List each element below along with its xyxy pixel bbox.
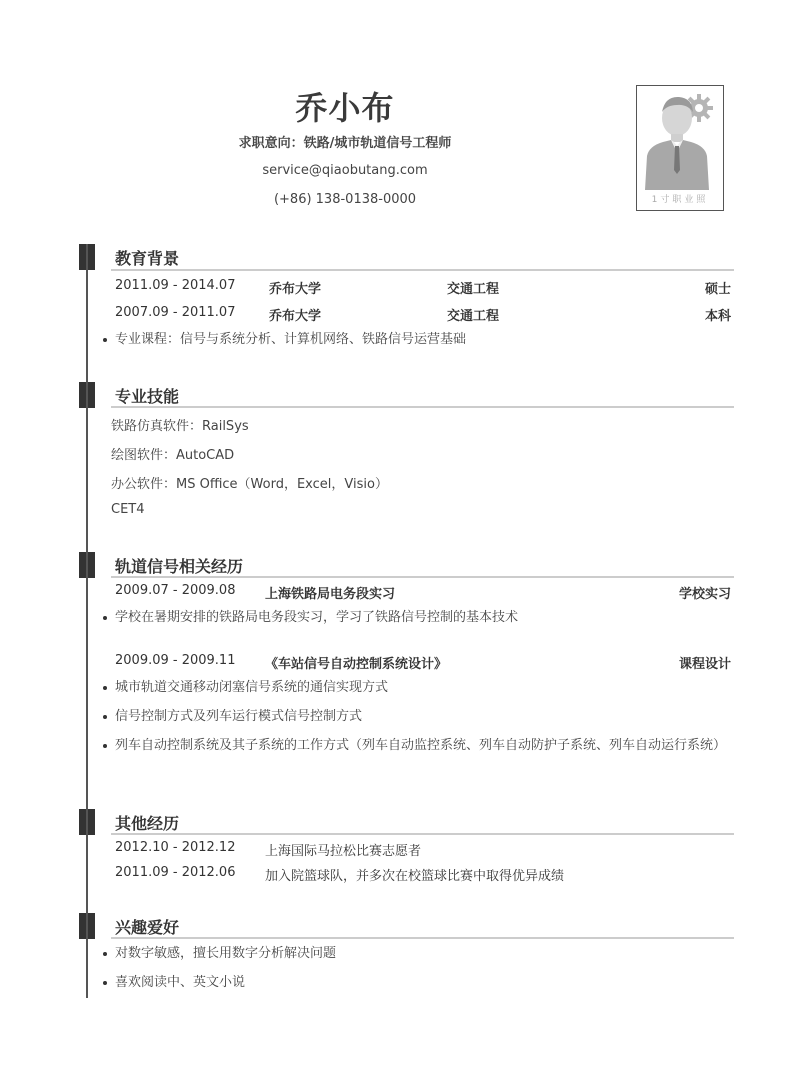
other-row (115, 865, 731, 883)
bullet-item (103, 677, 733, 699)
bullet-dot-icon (103, 981, 107, 985)
experience-date: 2009.07 - 2009.08 (115, 583, 236, 598)
experience-tag: 课程设计 (678, 657, 731, 672)
skill-item: 铁路仿真软件：RailSys (111, 419, 249, 434)
section-title-education: 教育背景 (115, 249, 180, 268)
section-marker (79, 382, 95, 408)
section-divider (111, 937, 734, 939)
education-major: 交通工程 (447, 309, 500, 324)
education-school: 乔布大学 (269, 282, 322, 297)
section-title-skills: 专业技能 (115, 387, 180, 406)
bullet-dot-icon (103, 338, 107, 342)
education-row (115, 305, 731, 323)
bullet-text: 信号控制方式及列车运行模式信号控制方式 (115, 709, 363, 724)
bullet-dot-icon (103, 952, 107, 956)
education-row (115, 278, 731, 296)
bullet-dot-icon (103, 744, 107, 748)
section-divider (111, 576, 734, 578)
bullet-dot-icon (103, 686, 107, 690)
education-school: 乔布大学 (269, 309, 322, 324)
experience-name: 上海铁路局电务段实习 (265, 587, 396, 602)
candidate-name: 乔小布 (295, 89, 395, 127)
section-marker (79, 913, 95, 939)
photo-caption: 1寸职业照 (651, 195, 709, 205)
timeline-line (86, 244, 88, 998)
education-date: 2007.09 - 2011.07 (115, 305, 236, 320)
education-degree: 硕士 (704, 282, 731, 297)
job-intent: 求职意向：铁路/城市轨道信号工程师 (238, 136, 452, 151)
bullet-text: 专业课程：信号与系统分析、计算机网络、铁路信号运营基础 (115, 332, 467, 347)
experience-name: 《车站信号自动控制系统设计》 (265, 657, 448, 672)
profile-photo-placeholder (636, 85, 724, 211)
bullet-item (103, 972, 733, 994)
contact-phone: (+86) 138-0138-0000 (273, 192, 417, 207)
bullet-dot-icon (103, 715, 107, 719)
other-row (115, 840, 731, 858)
bullet-text: 喜欢阅读中、英文小说 (115, 975, 246, 990)
section-divider (111, 833, 734, 835)
bullet-item (103, 735, 733, 757)
skill-item: 绘图软件：AutoCAD (111, 448, 235, 463)
section-title-experience: 轨道信号相关经历 (115, 557, 244, 576)
other-date: 2011.09 - 2012.06 (115, 865, 236, 880)
section-title-other: 其他经历 (115, 814, 180, 833)
person-silhouette-icon (637, 86, 723, 190)
experience-tag: 学校实习 (678, 587, 731, 602)
experience-date: 2009.09 - 2009.11 (115, 653, 236, 668)
bullet-text: 对数字敏感，擅长用数字分析解决问题 (115, 946, 337, 961)
section-marker (79, 552, 95, 578)
contact-email: service@qiaobutang.com (262, 163, 428, 178)
bullet-dot-icon (103, 616, 107, 620)
bullet-text: 列车自动控制系统及其子系统的工作方式（列车自动监控系统、列车自动防护子系统、列车自动运行系统） (115, 738, 727, 753)
other-date: 2012.10 - 2012.12 (115, 840, 236, 855)
section-marker (79, 244, 95, 270)
skill-item: CET4 (111, 502, 145, 517)
other-desc: 加入院篮球队，并多次在校篮球比赛中取得优异成绩 (265, 869, 565, 884)
bullet-item (103, 706, 733, 728)
bullet-text: 城市轨道交通移动闭塞信号系统的通信实现方式 (115, 680, 389, 695)
bullet-text: 学校在暑期安排的铁路局电务段实习，学习了铁路信号控制的基本技术 (115, 610, 519, 625)
bullet-item (103, 607, 733, 629)
experience-row (115, 653, 731, 671)
section-divider (111, 269, 734, 271)
bullet-item (103, 943, 733, 965)
experience-row (115, 583, 731, 601)
section-marker (79, 809, 95, 835)
education-date: 2011.09 - 2014.07 (115, 278, 236, 293)
other-desc: 上海国际马拉松比赛志愿者 (265, 844, 422, 859)
skill-item: 办公软件：MS Office（Word，Excel，Visio） (111, 477, 388, 492)
bullet-item (103, 329, 733, 351)
section-title-hobbies: 兴趣爱好 (115, 918, 180, 937)
education-major: 交通工程 (447, 282, 500, 297)
section-divider (111, 406, 734, 408)
education-degree: 本科 (704, 309, 731, 324)
